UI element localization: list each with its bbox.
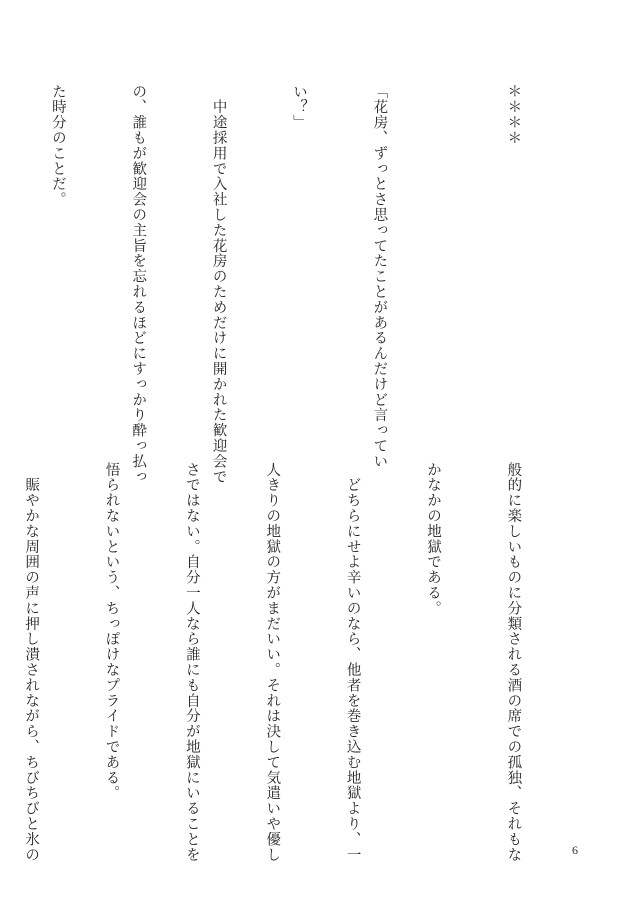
text-line: た時分のことだ。 — [49, 84, 66, 208]
section-mark: ＊＊＊＊ — [505, 84, 522, 146]
text-line: 人きりの地獄の方がまだいい。それは決して気遣いや優し — [264, 462, 281, 863]
text-line: の、誰もが歓迎会の主旨を忘れるほどにすっかり酔っ払っ — [130, 84, 147, 485]
page-number: 6 — [572, 843, 578, 857]
text-line: 賑やかな周囲の声に押し潰されながら、ちびちびと氷の — [23, 462, 40, 863]
text-line: 中途採用で入社した花房のためだけに開かれた歓迎会で — [210, 84, 227, 485]
text-line: い？」 — [291, 84, 308, 131]
text-block-bottom — [23, 462, 580, 863]
text-line: かなかの地獄である。 — [425, 462, 442, 616]
text-line: 悟られないという、ちっぽけなプライドである。 — [103, 462, 120, 801]
text-block-top — [49, 84, 580, 485]
text-line: さではない。自分一人なら誰にも自分が地獄にいることを — [183, 462, 200, 863]
text-line: 「花房、ずっとさ思ってたことがあるんだけど言ってい — [371, 84, 388, 469]
text-line: 般的に楽しいものに分類される酒の席での孤独、それもな — [505, 462, 522, 863]
text-line: どちらにせよ辛いのなら、他者を巻き込む地獄より、一 — [344, 462, 361, 863]
